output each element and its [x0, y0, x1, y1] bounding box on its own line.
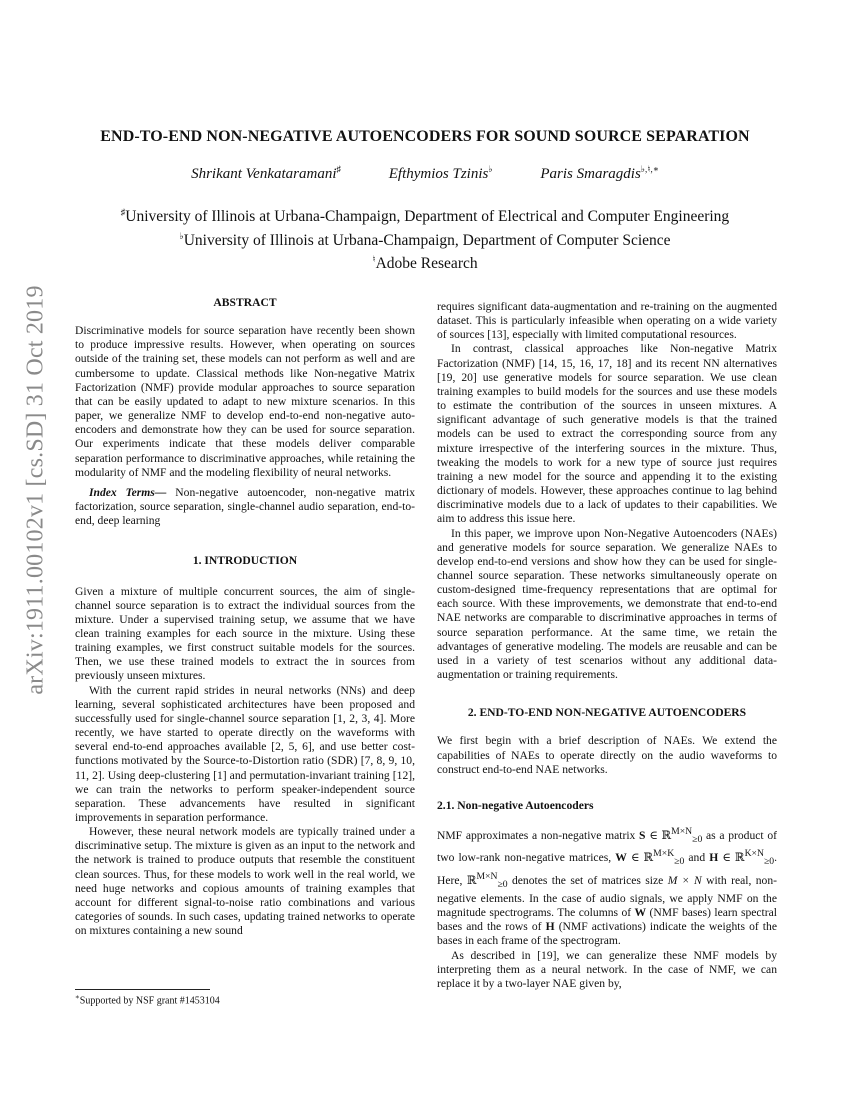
footnote	[75, 993, 220, 1006]
math-symbol: H	[709, 851, 719, 865]
section-paragraph: We first begin with a brief description of NAEs. We extend the capabilities of NAEs to operate directly on the audio waveforms to construct end-to-end NAE networks.	[437, 734, 777, 776]
author-name: Paris Smaragdis	[540, 166, 641, 182]
intro-paragraph: In this paper, we improve upon Non-Negative Autoencoders (NAEs) and generative models for source separation. We generalize NAEs to develop end-to-end versions and show how they can be used for single-channel source separation. These networks simultaneously operate on custom-designed time-frequency representations that are optimal for each source. With these improvements, we demonstrate that end-to-end NAE networks are comparable to discriminative approaches in terms of source separation performance. At the same time, we retain the advantages of generative modeling. The models are reusable and can be used in a variety of test scenarios without any additional data-augmentation or training requirements.	[437, 526, 777, 682]
paper-title: END-TO-END NON-NEGATIVE AUTOENCODERS FOR SOUND SOURCE SEPARATION	[100, 128, 750, 145]
author	[191, 164, 341, 183]
index-terms	[75, 486, 415, 528]
author-name: Efthymios Tzinis	[388, 166, 489, 182]
abstract-heading: ABSTRACT	[213, 296, 277, 309]
arxiv-identifier-text: arXiv:1911.00102v1 [cs.SD] 31 Oct 2019	[22, 285, 49, 695]
footnote-mark: ∗	[75, 993, 80, 1001]
affiliation-mark: ♯	[120, 207, 126, 217]
author-list	[0, 164, 850, 183]
author-mark: ♭,♮,∗	[640, 164, 659, 174]
footnote-divider	[75, 989, 210, 990]
abstract-text: Discriminative models for source separation have recently been shown to produce impressive results. However, when operating on sources outside of the training set, these models can not perform as well and are cumbersome to update. Classical methods like Non-negative Matrix Factorization (NMF) provide modular approaches to source separation that can be easily updated to adapt to new mixture scenarios. In this paper, we generalize NMF to develop end-to-end non-negative auto-encoders and demonstrate how they can be used for source separation. Our experiments indicate that these models deliver comparable separation performance to discriminative approaches, while retaining the modularity of NMF and the modeling flexibility of neural networks.	[75, 324, 415, 479]
footnote-text: Supported by NSF grant #1453104	[79, 995, 220, 1007]
section-paragraph: As described in [19], we can generalize these NMF models by interpreting them as a neural network. In the case of NMF, we can replace it by a two-layer NAE given by,	[437, 948, 777, 990]
math-symbol: H	[545, 920, 555, 934]
intro-paragraph: With the current rapid strides in neural networks (NNs) and deep learning, several sophisticated architectures have been proposed and successfully used for single-channel source separation [1, 2, 3, 4]. More recently, we have started to operate directly on the waveforms with several end-to-end approaches available [2, 5, 6], and use better cost-functions motivated by the Source-to-Distortion ratio (SDR) [7, 8, 9, 10, 11, 2]. Using deep-clustering [1] and permutation-invariant training [12], we can train the networks to perform speaker-independent source separation. These advancements have resulted in significant improvements in separation performance.	[75, 683, 415, 824]
intro-paragraph: However, these neural network models are typically trained under a discriminative setup. The mixture is given as an input to the network and the network is trained to produce outputs that resemble the constituent clean sources. Thus, for these models to work well in the real world, we need huge networks and copious amounts of training examples that account for different signal-to-noise ratio combinations and various categories of sounds. In such cases, updating trained networks to operate on mixtures containing a new sound	[75, 825, 415, 938]
section-heading-nae: 2. END-TO-END NON-NEGATIVE AUTOENCODERS	[467, 706, 747, 720]
affiliation-mark: ♭	[179, 230, 184, 241]
affiliation-text: Adobe Research	[375, 255, 478, 273]
index-terms-text: Non-negative autoencoder, non-negative matrix factorization, source separation, single-channel audio separation, end-to-end, deep learning	[75, 485, 415, 528]
affiliation	[60, 227, 790, 251]
section-paragraph-nmf: NMF approximates a non-negative matrix S ∈ ℝ$^{M\times N}_{\ge 0}$ as a product of two low-rank non-negative matrices, W ∈ ℝ$^{M\times K}_{\ge 0}$ and H ∈ ℝ$^{K\times N}_{\ge 0}$. Here, ℝ$^{M\times N}_{\ge 0}$ denotes the set of matrices size M × N with real, non-negative elements. In the case of audio signals, we apply NMF on the magnitude spectrograms. The columns of W (NMF bases) learn spectral bases and the rows of H (NMF activations) indicate the weights of the bases in each frame of the spectrogram.	[437, 826, 778, 948]
math-symbol: S	[639, 828, 646, 842]
math-symbol: W	[615, 851, 627, 865]
math-expression: M × N	[667, 873, 702, 887]
affiliation	[60, 250, 790, 274]
author-name: Shrikant Venkataramani	[191, 166, 337, 182]
right-column	[437, 300, 777, 991]
author-mark: ♭	[488, 164, 493, 174]
affiliation	[60, 203, 790, 227]
author	[540, 164, 659, 183]
author	[389, 164, 493, 183]
subsection-heading: 2.1. Non-negative Autoencoders	[437, 798, 594, 812]
intro-paragraph: In contrast, classical approaches like Non-negative Matrix Factorization (NMF) [14, 15, 16, 17, 18] and its recent NN alternatives [19, 20] use generative models for source separation. We use clean training examples to build models for the sources and use these models to estimate the contribution of the sources in unseen mixtures. A significant advantage of such generative models is that the trained models can be used to extract the corresponding source from any mixture irrespective of the interfering sources in the mixture. Thus, tweaking the models to work for a new type of source just requires training a new model for the source and appending it to the existing dictionary of models. However, these approaches continue to lag behind discriminative models due to a lack of updates to their capabilities. We aim to address this issue here.	[437, 342, 777, 526]
affiliation-text: University of Illinois at Urbana-Champaign, Department of Computer Science	[183, 231, 671, 249]
affiliation-text: University of Illinois at Urbana-Champaign, Department of Electrical and Computer Engineering	[125, 208, 730, 226]
left-column	[75, 296, 415, 938]
affiliation-list	[60, 203, 790, 274]
index-terms-label: Index Terms—	[89, 485, 167, 499]
affiliation-mark: ♮	[372, 254, 376, 265]
section-heading-introduction: 1. INTRODUCTION	[192, 554, 298, 568]
arxiv-identifier	[8, 285, 64, 695]
author-mark: ♯	[336, 164, 341, 174]
intro-paragraph: requires significant data-augmentation and re-training on the augmented dataset. This is particularly infeasible when operating on a wide variety of sources [13], especially with limited computational resources.	[437, 300, 777, 342]
intro-paragraph: Given a mixture of multiple concurrent sources, the aim of single-channel source separation is to extract the individual sources from the mixture. Under a supervised training setup, we assume that we have clean training examples for each source in the mixture. Using these training examples, we first construct suitable models for the sources. Then, we use these trained models to extract the in sources from previously unseen mixtures.	[75, 584, 415, 683]
math-symbol: W	[634, 906, 647, 920]
